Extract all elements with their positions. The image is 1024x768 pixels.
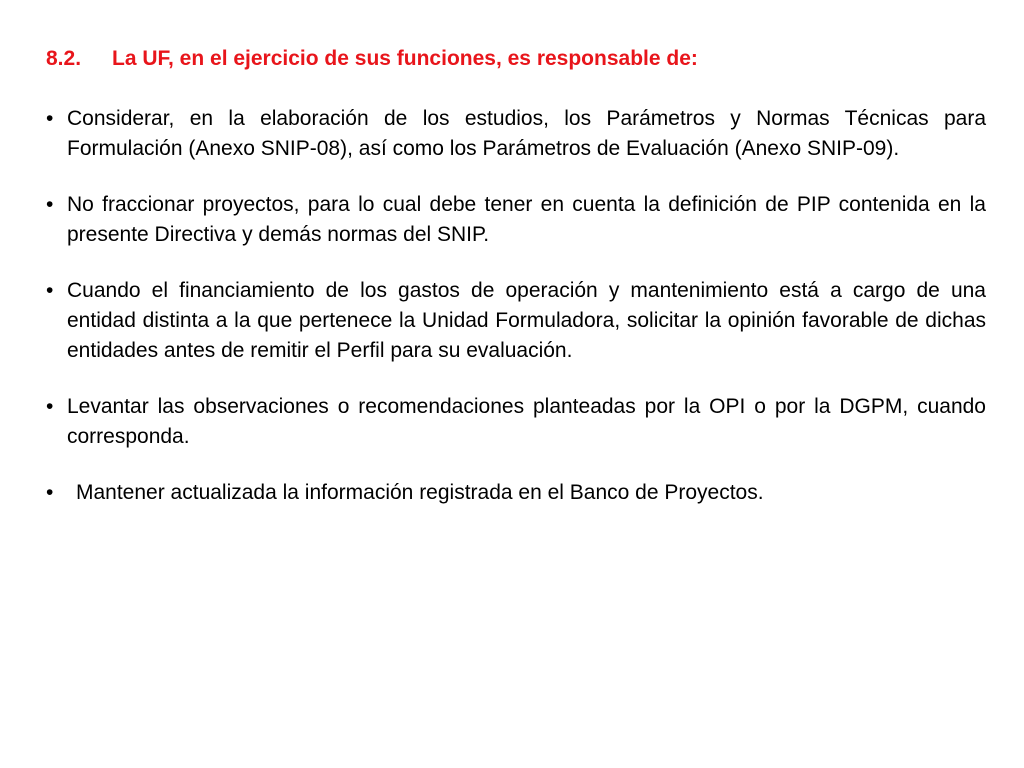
section-number: 8.2. bbox=[46, 47, 82, 70]
list-item-text: Cuando el financiamiento de los gastos de operación y mantenimiento está a cargo de una entidad distinta a la que pertenece la Unidad Formuladora, solicitar la opinión favorable de dichas entidades antes de remitir el Perfil para su evaluación. bbox=[67, 279, 986, 362]
bullet-icon: • bbox=[46, 107, 54, 130]
section-heading bbox=[46, 44, 986, 74]
list-item-text: Levantar las observaciones o recomendaciones planteadas por la OPI o por la DGPM, cuando corresponda. bbox=[67, 395, 986, 448]
list-item bbox=[46, 392, 986, 452]
bullet-icon: • bbox=[46, 279, 54, 302]
list-item bbox=[46, 276, 986, 366]
section-title: La UF, en el ejercicio de sus funciones, es responsable de: bbox=[112, 47, 698, 70]
list-item bbox=[46, 104, 986, 164]
bullet-icon: • bbox=[46, 193, 54, 216]
list-item-text: Mantener actualizada la información registrada en el Banco de Proyectos. bbox=[76, 481, 764, 504]
responsibilities-list bbox=[46, 104, 986, 534]
list-item bbox=[46, 190, 986, 250]
list-item-text: No fraccionar proyectos, para lo cual debe tener en cuenta la definición de PIP contenida en la presente Directiva y demás normas del SNIP. bbox=[67, 193, 986, 246]
bullet-icon: • bbox=[46, 481, 54, 504]
list-item bbox=[46, 478, 986, 508]
list-item-text: Considerar, en la elaboración de los estudios, los Parámetros y Normas Técnicas para Formulación (Anexo SNIP-08), así como los Parámetros de Evaluación (Anexo SNIP-09). bbox=[67, 107, 986, 160]
bullet-icon: • bbox=[46, 395, 54, 418]
